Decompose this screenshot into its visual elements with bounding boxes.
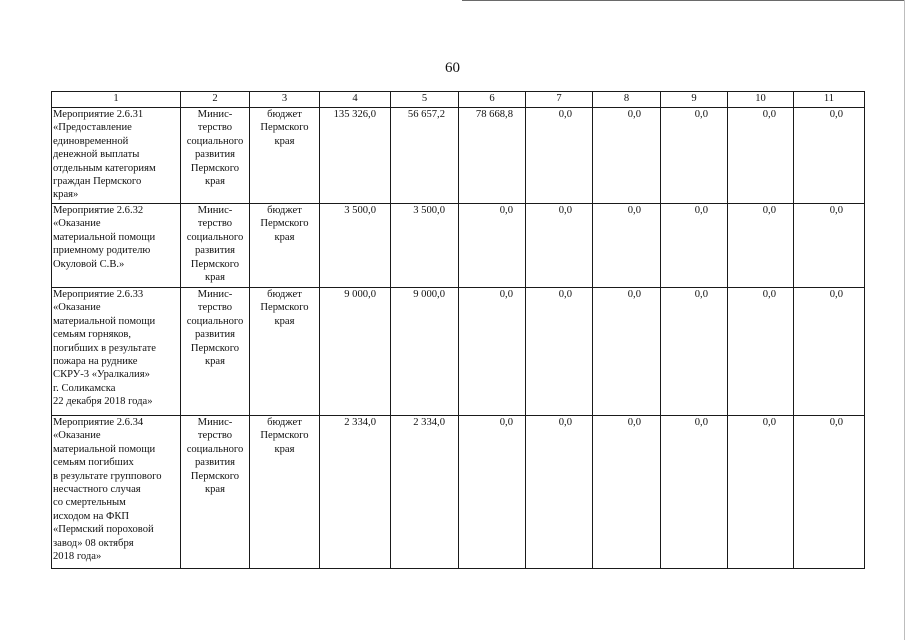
value-cell: 0,0 — [459, 288, 526, 416]
header-cell: 9 — [661, 92, 728, 108]
header-cell: 1 — [52, 92, 181, 108]
value-cell: 9 000,0 — [391, 288, 459, 416]
measure-name-cell — [52, 108, 181, 204]
scan-border-top — [462, 0, 905, 1]
measure-name-cell — [52, 416, 181, 569]
value-cell: 0,0 — [794, 288, 865, 416]
measure-name: Мероприятие 2.6.34 «Оказание материальной помощи семьям погибших в результате группового несчастного случая со смертельным исходом на ФКП «Пермский пороховой завод» 08 октября 2018 года» — [53, 417, 162, 563]
budget-table — [51, 91, 865, 569]
measure-name: Мероприятие 2.6.31 «Предоставление единовременной денежной выплаты отдельным категориям граждан Пермского края» — [53, 109, 156, 201]
funding-source-cell — [250, 108, 320, 204]
responsible-cell — [181, 288, 250, 416]
responsible-cell — [181, 416, 250, 569]
value-cell: 0,0 — [728, 108, 794, 204]
value-cell: 0,0 — [593, 108, 661, 204]
funding-source-cell — [250, 416, 320, 569]
header-cell: 5 — [391, 92, 459, 108]
value-cell: 0,0 — [593, 204, 661, 288]
value-cell: 0,0 — [728, 204, 794, 288]
responsible-executor: Минис- терство социального развития Пермского края — [186, 417, 244, 496]
table-header-row — [52, 92, 865, 108]
header-cell: 10 — [728, 92, 794, 108]
value-cell: 9 000,0 — [320, 288, 391, 416]
responsible-executor: Минис- терство социального развития Пермского края — [186, 109, 244, 188]
value-cell: 2 334,0 — [320, 416, 391, 569]
value-cell: 0,0 — [794, 204, 865, 288]
header-cell: 7 — [526, 92, 593, 108]
measure-name: Мероприятие 2.6.32 «Оказание материальной помощи приемному родителю Окуловой С.В.» — [53, 205, 156, 270]
value-cell: 0,0 — [728, 288, 794, 416]
header-cell: 11 — [794, 92, 865, 108]
table-row — [52, 204, 865, 288]
funding-source: бюджет Пермского края — [260, 289, 309, 327]
table-row — [52, 108, 865, 204]
value-cell: 3 500,0 — [391, 204, 459, 288]
header-cell: 6 — [459, 92, 526, 108]
value-cell: 0,0 — [661, 108, 728, 204]
responsible-executor: Минис- терство социального развития Пермского края — [186, 205, 244, 284]
value-cell: 0,0 — [526, 204, 593, 288]
funding-source: бюджет Пермского края — [260, 205, 309, 243]
page-number: 60 — [445, 60, 460, 76]
measure-name-cell — [52, 288, 181, 416]
value-cell: 0,0 — [794, 416, 865, 569]
value-cell: 0,0 — [728, 416, 794, 569]
value-cell: 0,0 — [526, 108, 593, 204]
header-cell: 4 — [320, 92, 391, 108]
responsible-cell — [181, 204, 250, 288]
value-cell: 0,0 — [661, 204, 728, 288]
value-cell: 135 326,0 — [320, 108, 391, 204]
value-cell: 0,0 — [526, 416, 593, 569]
value-cell: 0,0 — [661, 288, 728, 416]
funding-source-cell — [250, 288, 320, 416]
value-cell: 0,0 — [593, 416, 661, 569]
header-cell: 8 — [593, 92, 661, 108]
header-cell: 3 — [250, 92, 320, 108]
table-row — [52, 416, 865, 569]
value-cell: 0,0 — [593, 288, 661, 416]
value-cell: 2 334,0 — [391, 416, 459, 569]
funding-source: бюджет Пермского края — [260, 109, 309, 147]
value-cell: 56 657,2 — [391, 108, 459, 204]
responsible-cell — [181, 108, 250, 204]
value-cell: 0,0 — [794, 108, 865, 204]
measure-name: Мероприятие 2.6.33 «Оказание материальной помощи семьям горняков, погибших в результате пожара на руднике СКРУ-3 «Уралкалия» г. Соликамска 22 декабря 2018 года» — [53, 289, 156, 408]
measure-name-cell — [52, 204, 181, 288]
funding-source-cell — [250, 204, 320, 288]
funding-source: бюджет Пермского края — [260, 417, 309, 455]
value-cell: 0,0 — [526, 288, 593, 416]
table-row — [52, 288, 865, 416]
responsible-executor: Минис- терство социального развития Пермского края — [186, 289, 244, 368]
value-cell: 0,0 — [459, 204, 526, 288]
header-cell: 2 — [181, 92, 250, 108]
value-cell: 3 500,0 — [320, 204, 391, 288]
value-cell: 0,0 — [661, 416, 728, 569]
value-cell: 0,0 — [459, 416, 526, 569]
value-cell: 78 668,8 — [459, 108, 526, 204]
